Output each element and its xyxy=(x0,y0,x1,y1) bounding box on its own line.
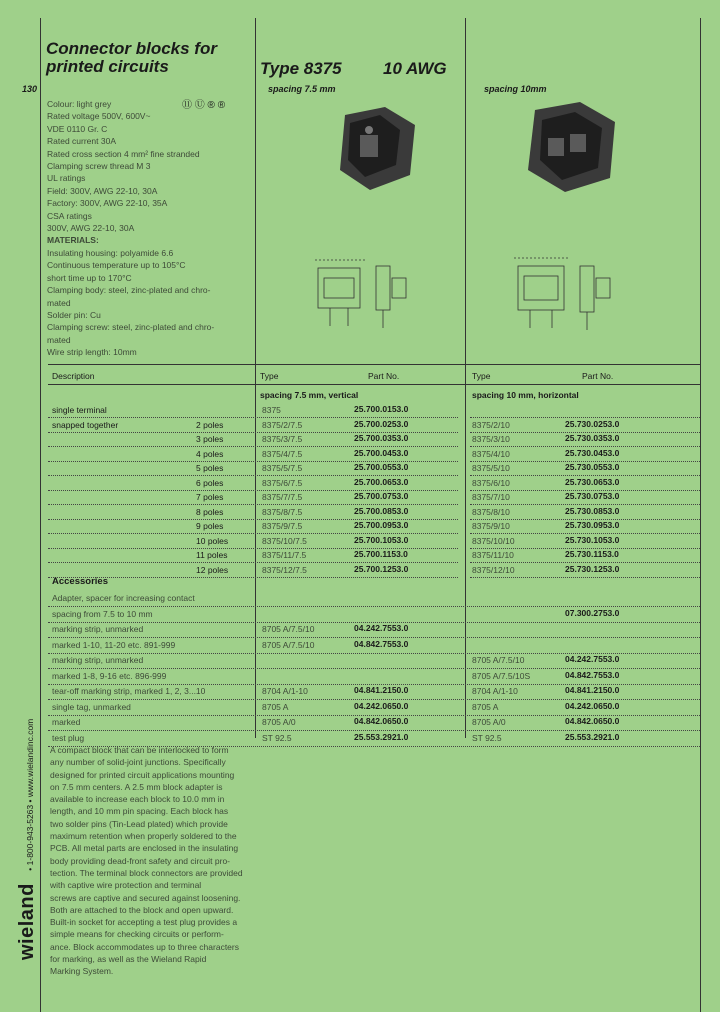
row-divider xyxy=(48,577,458,578)
row-part-right: 25.730.0653.0 xyxy=(565,476,620,487)
row-type-left: 8375/9/7.5 xyxy=(262,521,303,531)
acc-type-right: ST 92.5 xyxy=(472,732,502,743)
spec-line: Rated voltage 500V, 600V~ xyxy=(47,111,151,122)
description-line: maximum retention when properly soldered to the xyxy=(50,831,237,842)
acc-desc: marked xyxy=(52,717,81,727)
right-column-rule xyxy=(465,18,466,738)
row-part-right: 25.730.0953.0 xyxy=(565,520,620,530)
col-part-left-header: Part No. xyxy=(368,371,400,381)
row-type-left: 8375/3/7.5 xyxy=(262,434,303,444)
description-line: body providing dead-front safety and circuit pro- xyxy=(50,855,231,866)
row-part-right: 25.730.1153.0 xyxy=(565,549,619,559)
acc-part-right: 04.242.7553.0 xyxy=(565,654,620,664)
row-type-right: 8375/5/10 xyxy=(472,463,510,473)
description-line: Built-in socket for accepting a test plug provides a xyxy=(50,917,238,928)
acc-desc: test plug xyxy=(52,732,85,743)
type-label: Type 8375 xyxy=(260,59,342,78)
row-poles: 11 poles xyxy=(196,550,228,560)
middle-column-rule xyxy=(255,18,256,738)
row-poles: 12 poles xyxy=(196,564,229,575)
row-type-left: 8375/8/7.5 xyxy=(262,506,303,517)
acc-part-left: 04.242.0650.0 xyxy=(354,700,409,711)
sub-header-left: spacing 7.5 mm, vertical xyxy=(260,390,359,400)
acc-part-right: 04.842.7553.0 xyxy=(565,669,620,680)
row-part-left: 25.700.0353.0 xyxy=(354,433,409,443)
acc-desc: single tag, unmarked xyxy=(52,701,131,712)
row-poles: 4 poles xyxy=(196,448,224,459)
row-part-right: 25.730.1053.0 xyxy=(565,534,620,545)
spec-line: Wire strip length: 10mm xyxy=(47,347,137,358)
row-type-left: 8375/4/7.5 xyxy=(262,448,303,459)
row-part-left: 25.700.0453.0 xyxy=(354,447,409,458)
row-desc: single terminal xyxy=(52,405,107,415)
acc-part-right: 07.300.2753.0 xyxy=(565,607,620,618)
row-type-right: 8375/7/10 xyxy=(472,492,510,502)
page-title xyxy=(46,40,217,76)
acc-part-right: 04.842.0650.0 xyxy=(565,716,620,726)
row-type-left: 8375/10/7.5 xyxy=(262,535,307,546)
description-line: PCB. All metal parts are enclosed in the insulating xyxy=(50,843,239,854)
description-line: screws are captive and secured against loosening. xyxy=(50,892,241,903)
description-line: Marking System. xyxy=(50,966,114,977)
description-line: length, and 10 mm pin spacing. Each block has xyxy=(50,806,229,817)
acc-desc: spacing from 7.5 to 10 mm xyxy=(52,608,153,619)
description-line: A compact block that can be interlocked to form xyxy=(50,745,229,755)
spec-line: Rated cross section 4 mm² fine stranded xyxy=(47,148,200,159)
description-paragraph xyxy=(50,744,243,978)
table-top-rule xyxy=(48,364,700,365)
spec-line: Field: 300V, AWG 22-10, 30A xyxy=(47,185,158,196)
description-line: for marking, as well as the Wieland Rapid xyxy=(50,954,207,965)
spec-line: VDE 0110 Gr. C xyxy=(47,123,108,134)
row-type-right: 8375/9/10 xyxy=(472,521,510,531)
acc-type-left: 8704 A/1-10 xyxy=(262,686,308,696)
row-type-right: 8375/10/10 xyxy=(472,535,515,546)
acc-type-right: 8705 A/7.5/10S xyxy=(472,670,531,681)
col-description-header: Description xyxy=(52,371,95,381)
spec-line: Factory: 300V, AWG 22-10, 35A xyxy=(47,198,168,209)
row-part-left: 25.700.0953.0 xyxy=(354,520,409,530)
row-type-right: 8375/12/10 xyxy=(472,564,515,575)
row-part-right: 25.730.0453.0 xyxy=(565,447,620,458)
acc-part-left: 25.553.2921.0 xyxy=(354,731,409,742)
dimension-drawing-7-5mm xyxy=(310,248,420,333)
left-column-rule xyxy=(40,18,41,1012)
col-part-right-header: Part No. xyxy=(582,371,614,381)
row-poles: 6 poles xyxy=(196,477,224,488)
description-line: tection. The terminal block connectors are provided xyxy=(50,867,243,878)
spacing-right-header: spacing 10mm xyxy=(484,84,547,94)
acc-type-left: 8705 A/7.5/10 xyxy=(262,639,315,650)
spec-line: Rated current 30A xyxy=(47,136,116,147)
row-poles: 10 poles xyxy=(196,535,229,546)
row-part-left: 25.700.1153.0 xyxy=(354,549,408,559)
brand-logo: wieland xyxy=(16,883,38,960)
product-photo-7-5mm xyxy=(330,105,420,195)
acc-part-left: 04.841.2150.0 xyxy=(354,685,409,695)
row-part-right: 25.730.0553.0 xyxy=(565,462,620,472)
spec-line: UL ratings xyxy=(47,173,86,184)
row-part-left: 25.700.0853.0 xyxy=(354,505,409,516)
spec-line: 300V, AWG 22-10, 30A xyxy=(47,223,135,234)
row-poles: 8 poles xyxy=(196,506,224,517)
acc-part-right: 04.841.2150.0 xyxy=(565,685,620,695)
description-line: two solder pins (Tin-Lead plated) which provide xyxy=(50,818,228,829)
row-part-right: 25.730.0253.0 xyxy=(565,418,620,429)
contact-line: • 1-800-943-5263 • www.wielandinc.com xyxy=(25,718,35,871)
description-line: designed for printed circuit applications mounting xyxy=(50,769,235,780)
row-part-left: 25.700.1253.0 xyxy=(354,563,409,574)
spec-line: Colour: light grey xyxy=(47,99,112,109)
acc-desc: marked 1-10, 11-20 etc. 891-999 xyxy=(52,639,176,650)
description-line: any number of solid-joint junctions. Specifically xyxy=(50,757,226,768)
row-type-right: 8375/4/10 xyxy=(472,448,510,459)
row-part-left: 25.700.0253.0 xyxy=(354,418,409,429)
accessories-heading: Accessories xyxy=(52,576,108,587)
sub-header-right: spacing 10 mm, horizontal xyxy=(472,390,579,400)
spec-line: Continuous temperature up to 105°C xyxy=(47,260,186,271)
row-type-left: 8375/5/7.5 xyxy=(262,463,303,473)
description-line: with captive wire protection and terminal xyxy=(50,880,202,891)
title-line-2: printed circuits xyxy=(46,57,169,76)
description-line: Both are attached to the block and open upward. xyxy=(50,904,234,915)
awg-label: 10 AWG xyxy=(383,59,447,78)
row-part-left: 25.700.0753.0 xyxy=(354,491,409,501)
product-photo-10mm xyxy=(520,100,620,195)
spec-line: Insulating housing: polyamide 6.6 xyxy=(47,247,174,258)
acc-type-right: 8705 A/0 xyxy=(472,717,506,727)
row-type-right: 8375/6/10 xyxy=(472,477,510,488)
acc-part-right: 25.553.2921.0 xyxy=(565,731,620,742)
row-part-right: 25.730.1253.0 xyxy=(565,563,620,574)
sidebar-brand-block xyxy=(16,719,39,960)
acc-part-left: 04.842.7553.0 xyxy=(354,638,409,649)
spec-line: Clamping screw thread M 3 xyxy=(47,161,151,172)
spec-line: mated xyxy=(47,334,71,345)
row-part-left: 25.700.0553.0 xyxy=(354,462,409,472)
acc-type-left: 8705 A xyxy=(262,701,289,712)
spec-line: MATERIALS: xyxy=(47,235,99,246)
page-number: 130 xyxy=(22,84,38,94)
acc-desc: Adapter, spacer for increasing contact xyxy=(52,593,195,603)
spec-line: CSA ratings xyxy=(47,210,92,221)
spec-line: mated xyxy=(47,297,71,308)
description-line: simple means for checking circuits or perform- xyxy=(50,929,224,940)
table-header-rule xyxy=(48,384,700,385)
row-type-right: 8375/3/10 xyxy=(472,434,510,444)
approval-marks-icon: ⑪ Ⓤ ® ® xyxy=(182,100,226,111)
acc-part-left: 04.842.0650.0 xyxy=(354,716,409,726)
row-part-right: 25.730.0753.0 xyxy=(565,491,620,501)
row-poles: 5 poles xyxy=(196,463,224,473)
row-desc: snapped together xyxy=(52,419,119,430)
spec-line: Clamping body: steel, zinc-plated and chro- xyxy=(47,285,211,296)
acc-desc: marked 1-8, 9-16 etc. 896-999 xyxy=(52,670,167,681)
row-type-right: 8375/8/10 xyxy=(472,506,510,517)
acc-part-right: 04.242.0650.0 xyxy=(565,700,620,711)
row-poles: 3 poles xyxy=(196,434,224,444)
row-poles: 2 poles xyxy=(196,419,224,430)
row-type-left: 8375/7/7.5 xyxy=(262,492,303,502)
row-part-left: 25.700.0653.0 xyxy=(354,476,409,487)
acc-desc: marking strip, unmarked xyxy=(52,624,144,634)
description-line: on 7.5 mm centers. A 2.5 mm block adapter is xyxy=(50,781,223,792)
acc-type-left: 8705 A/0 xyxy=(262,717,296,727)
row-part-right: 25.730.0853.0 xyxy=(565,505,620,516)
spec-line: Solder pin: Cu xyxy=(47,309,101,320)
spec-line: short time up to 170°C xyxy=(47,272,132,283)
row-poles: 9 poles xyxy=(196,521,224,531)
acc-desc: tear-off marking strip, marked 1, 2, 3...10 xyxy=(52,686,206,696)
title-line-1: Connector blocks for xyxy=(46,39,217,58)
dimension-drawing-10mm xyxy=(510,248,620,333)
row-type-left: 8375 xyxy=(262,405,281,415)
row-type-left: 8375/12/7.5 xyxy=(262,564,307,575)
row-divider xyxy=(470,577,700,578)
row-type-right: 8375/11/10 xyxy=(472,550,514,560)
row-part-left: 25.700.1053.0 xyxy=(354,534,409,545)
acc-type-left: ST 92.5 xyxy=(262,732,292,743)
row-part-right: 25.730.0353.0 xyxy=(565,433,620,443)
acc-part-left: 04.242.7553.0 xyxy=(354,623,409,633)
row-type-left: 8375/6/7.5 xyxy=(262,477,303,488)
spec-line: Clamping screw: steel, zinc-plated and chro- xyxy=(47,322,215,333)
right-edge-rule xyxy=(700,18,701,1012)
row-type-left: 8375/2/7.5 xyxy=(262,419,303,430)
acc-type-right: 8705 A xyxy=(472,701,499,712)
acc-type-right: 8704 A/1-10 xyxy=(472,686,518,696)
acc-desc: marking strip, unmarked xyxy=(52,655,144,665)
spacing-left-header: spacing 7.5 mm xyxy=(268,84,336,94)
row-type-left: 8375/11/7.5 xyxy=(262,550,307,560)
col-type-right-header: Type xyxy=(472,371,491,381)
description-line: ance. Block accommodates up to three characters xyxy=(50,941,239,952)
row-part-left: 25.700.0153.0 xyxy=(354,404,409,414)
description-line: available to increase each block to 10.0 mm in xyxy=(50,794,225,805)
row-poles: 7 poles xyxy=(196,492,224,502)
acc-type-left: 8705 A/7.5/10 xyxy=(262,624,315,634)
row-type-right: 8375/2/10 xyxy=(472,419,510,430)
col-type-left-header: Type xyxy=(260,371,279,381)
acc-type-right: 8705 A/7.5/10 xyxy=(472,655,525,665)
spec-list xyxy=(47,98,214,359)
